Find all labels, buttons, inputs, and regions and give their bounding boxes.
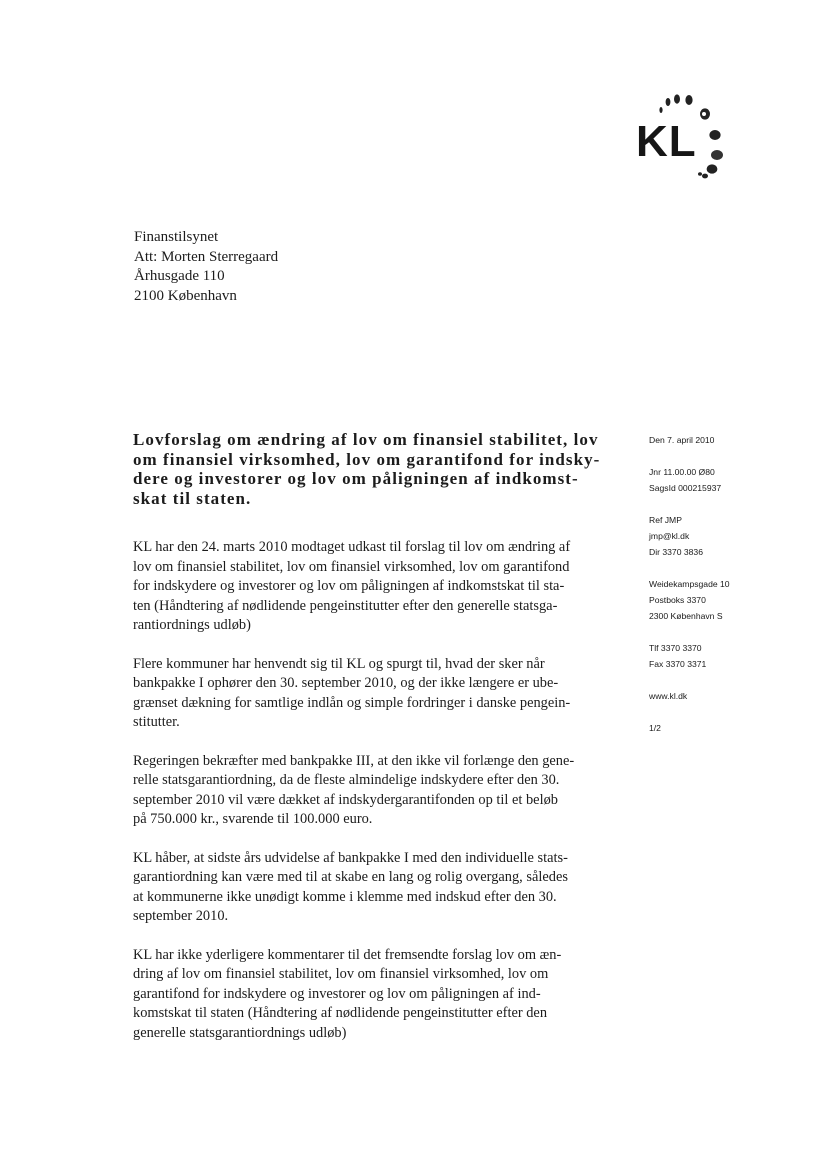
- subject-line: skat til staten.: [133, 488, 252, 508]
- letter-date: Den 7. april 2010: [649, 435, 715, 445]
- body-line: grænset dækning for samtlige indlån og simple fordringer i danske pengein-: [133, 694, 571, 711]
- body-line: september 2010 vil være dækket af indskydergarantifonden op til et beløb: [133, 791, 558, 808]
- paragraph: [133, 655, 613, 733]
- body-line: KL har ikke yderligere kommentarer til det fremsendte forslag lov om æn-: [133, 946, 562, 963]
- recipient-line: Århusgade 110: [134, 268, 225, 284]
- kl-logo: [628, 90, 738, 190]
- postbox: Postboks 3370: [649, 595, 706, 605]
- street-address: Weidekampsgade 10: [649, 579, 730, 589]
- fax: Fax 3370 3371: [649, 659, 707, 669]
- body-line: KL har den 24. marts 2010 modtaget udkast til forslag til lov om ændring af: [133, 539, 571, 555]
- recipient-line: 2100 København: [134, 287, 237, 304]
- body-line: dring af lov om finansiel stabilitet, lov om finansiel virksomhed, lov om: [133, 966, 549, 982]
- body-line: stitutter.: [133, 714, 180, 730]
- body-line: KL håber, at sidste års udvidelse af bankpakke I med den individuelle stats-: [133, 849, 568, 866]
- body-line: ten (Håndtering af nødlidende pengeinstitutter efter den generelle statsga-: [133, 597, 558, 614]
- subject-line: dere og investorer og lov om påligningen af indkomst-: [133, 469, 579, 488]
- body-line: at kommunerne ikke unødigt komme i klemme med indskud efter den 30.: [133, 888, 557, 905]
- body-line: komstskat til staten (Håndtering af nødlidende pengeinstitutter efter den: [133, 1005, 548, 1021]
- body-line: for indskydere og investorer og lov om påligningen af indkomstskat til sta-: [133, 578, 565, 594]
- body-line: på 750.000 kr., svarende til 100.000 euro.: [133, 811, 373, 827]
- paragraph: [133, 946, 613, 1044]
- page-number: 1/2: [649, 723, 661, 733]
- body-line: Flere kommuner har henvendt sig til KL og spurgt til, hvad der sker når: [133, 655, 545, 672]
- body-line: rantiordnings udløb): [133, 617, 251, 633]
- body-line: garantiordning kan være med til at skabe en lang og rolig overgang, således: [133, 869, 568, 885]
- paragraph: [133, 849, 613, 927]
- body-line: Regeringen bekræfter med bankpakke III, at den ikke vil forlænge den gene-: [133, 752, 575, 769]
- body-line: bankpakke I ophører den 30. september 2010, og der ikke længere er ube-: [133, 675, 559, 691]
- reference: Ref JMP: [649, 515, 682, 525]
- body-line: lov om finansiel stabilitet, lov om finansiel virksomhed, lov om garantifond: [133, 558, 570, 575]
- body-line: garantifond for indskydere og investorer og lov om påligningen af ind-: [133, 985, 541, 1002]
- letter-sidebar: [649, 432, 799, 736]
- case-id: SagsId 000215937: [649, 483, 722, 493]
- body-line: september 2010.: [133, 908, 229, 924]
- recipient-line: Finanstilsynet: [134, 229, 219, 245]
- contact-email: jmp@kl.dk: [649, 531, 690, 541]
- city: 2300 København S: [649, 611, 723, 621]
- subject-line: om finansiel virksomhed, lov om garantifond for indsky-: [133, 449, 601, 469]
- phone: Tlf 3370 3370: [649, 643, 702, 653]
- subject-heading: [133, 430, 601, 508]
- body-line: generelle statsgarantiordnings udløb): [133, 1024, 347, 1041]
- paragraph: [133, 752, 613, 830]
- website: www.kl.dk: [649, 691, 688, 701]
- recipient-line: Att: Morten Sterregaard: [134, 248, 279, 265]
- subject-line: Lovforslag om ændring af lov om finansiel stabilitet, lov: [133, 430, 599, 449]
- letter-body: [133, 538, 613, 1062]
- recipient-address: [134, 228, 278, 306]
- kl-logo-text: KL: [636, 117, 697, 166]
- direct-phone: Dir 3370 3836: [649, 547, 703, 557]
- journal-number: Jnr 11.00.00 Ø80: [649, 467, 715, 477]
- paragraph: [133, 538, 613, 636]
- body-line: relle statsgarantiordning, da de fleste almindelige indskydere efter den 30.: [133, 772, 560, 788]
